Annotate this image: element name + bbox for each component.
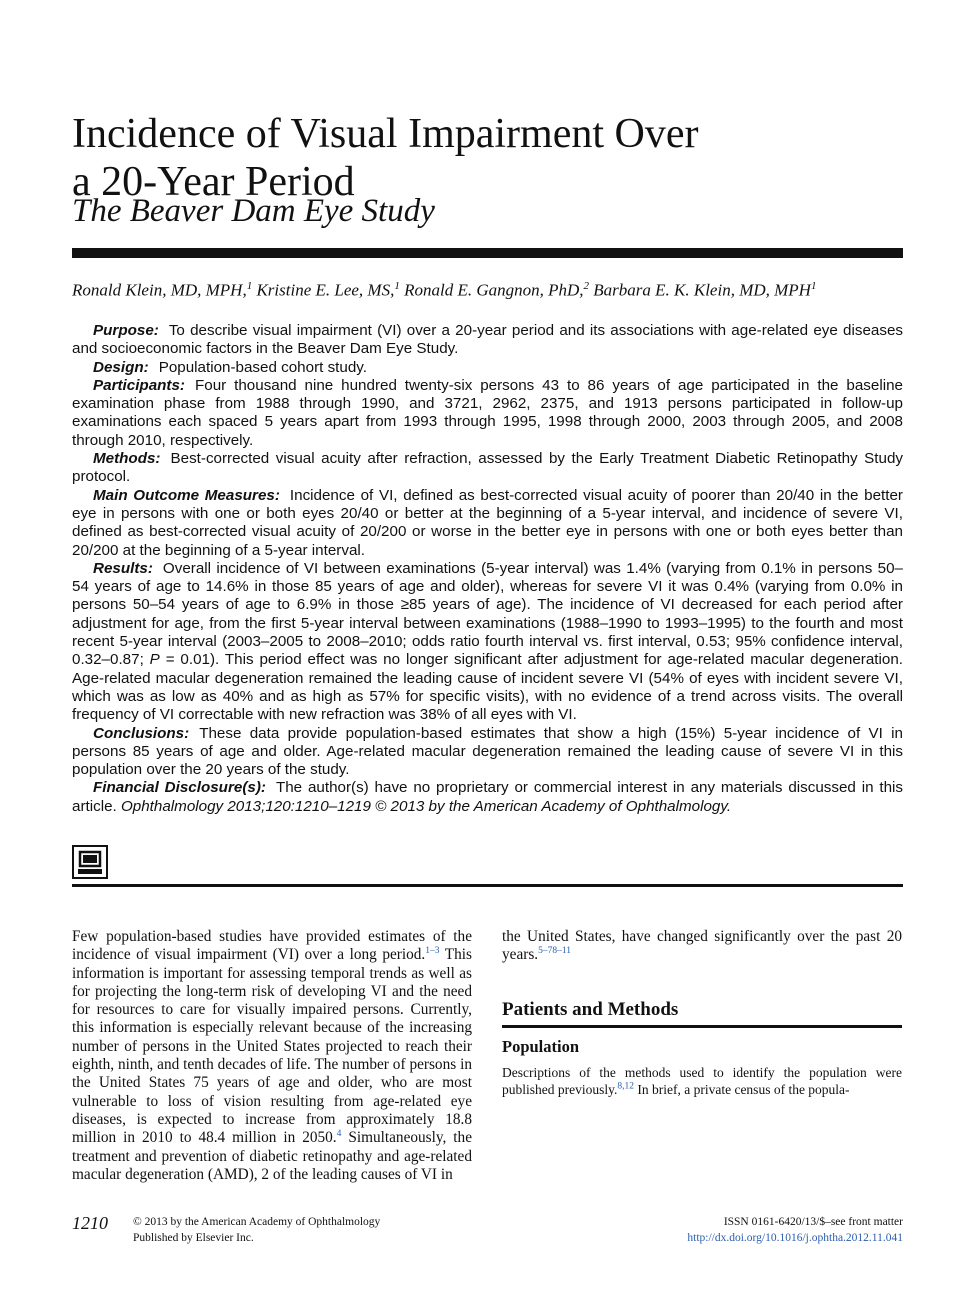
- page-number: 1210: [72, 1213, 108, 1233]
- body-column-right: [502, 928, 902, 1098]
- article-subtitle: The Beaver Dam Eye Study: [72, 193, 435, 229]
- author-name: Kristine E. Lee, MS,: [256, 280, 395, 300]
- title-line-2: a 20-Year Period: [72, 159, 355, 206]
- author-affiliation: 1: [246, 280, 253, 292]
- article-title: [72, 110, 912, 206]
- reference-link[interactable]: 4: [336, 1129, 342, 1140]
- footer-copyright: [133, 1215, 380, 1246]
- section-rule: [502, 1025, 902, 1028]
- abstract-outcomes: Main Outcome Measures: Incidence of VI, defined as best-corrected visual acuity of poorer than 20/40 in the better eye in persons with one or both eyes 20/40 or better at the beginning of a 5-year interval, and incidence of severe VI, defined as best-corrected visual acuity of 20/200 or worse in the better eye in persons with one or both eyes better than 20/200 at the beginning of a 5-year interval.: [72, 486, 903, 559]
- issn-line: ISSN 0161-6420/13/$–see front matter: [723, 1216, 903, 1228]
- copyright-line: © 2013 by the American Academy of Ophthalmology: [133, 1216, 381, 1228]
- journal-citation: Ophthalmology 2013;120:1210–1219 © 2013 by the American Academy of Ophthalmology.: [120, 797, 732, 815]
- population-paragraph: Descriptions of the methods used to identify the population were published previously.$^{8,12}$ In brief, a private census of the popula-: [502, 1065, 902, 1097]
- publisher-line: Published by Elsevier Inc.: [133, 1231, 254, 1244]
- abstract-participants: Participants: Four thousand nine hundred twenty-six persons 43 to 86 years of age participated in the baseline examination phase from 1988 through 1990, and 3721, 2962, 2375, and 1913 persons participated in follow-up examinations each spaced 5 years apart from 1993 through 1995, 1998 through 2000, 2003 through 2005, and 2008 through 2010, respectively.: [72, 376, 903, 449]
- abstract-design: Design: Population-based cohort study.: [93, 358, 367, 376]
- title-line-1: Incidence of Visual Impairment Over: [72, 111, 699, 158]
- abstract-disclosure: Financial Disclosure(s): The author(s) have no proprietary or commercial interest in any materials discussed in this article. Ophthalmology 2013;120:1210–1219 © 2013 by the American Academy of Ophthalmology.: [72, 779, 904, 815]
- intro-paragraph: Few population-based studies have provided estimates of the incidence of visual impairment (VI) over a long period.$^{1-3}$ This information is important for assessing temporal trends as well as for projecting the long-term risk of developing VI and the need for resources to care for visually impaired persons. Currently, this information is especially relevant because of the increasing number of persons in the United States projected to reach their eighth, ninth, and tenth decades of life. The number of persons in the United States 75 years of age and older, who are most vulnerable to loss of vision resulting from age-related eye diseases, is expected to increase from approximately 18.8 million in 2010 to 48.4 million in 2050.$^4$ Simultaneously, the treatment and prevention of diabetic retinopathy and age-related macular degeneration (AMD), 2 of the leading causes of VI in: [72, 928, 472, 1183]
- reference-link[interactable]: 1–3: [425, 946, 440, 957]
- abstract-conclusions: Conclusions: These data provide population-based estimates that show a high (15%) 5-year incidence of VI in persons 85 years of age and older. Age-related macular degeneration remained the leading cause of severe VI in this population over the 20 years of the study.: [72, 724, 903, 779]
- section-heading: Patients and Methods: [502, 998, 679, 1020]
- title-rule: [72, 248, 903, 258]
- abstract-purpose: Purpose: To describe visual impairment (VI) over a 20-year period and its associations with age-related eye diseases and socioeconomic factors in the Beaver Dam Eye Study.: [72, 322, 903, 358]
- abstract-methods: Methods: Best-corrected visual acuity after refraction, assessed by the Early Treatment Diabetic Retinopathy Study protocol.: [72, 450, 903, 486]
- computer-monitor-icon[interactable]: [72, 845, 108, 879]
- author-list: [72, 280, 912, 301]
- reference-link[interactable]: 8,12: [617, 1081, 634, 1092]
- author-affiliation: 1: [394, 280, 400, 292]
- reference-link[interactable]: 8–11: [552, 946, 572, 957]
- abstract-rule: [72, 884, 903, 887]
- intro-paragraph-continued: the United States, have changed significantly over the past 20 years.$^{5-78-11}$: [502, 928, 902, 964]
- subsection-heading: Population: [502, 1036, 580, 1056]
- doi-link[interactable]: http://dx.doi.org/10.1016/j.ophtha.2012.11.041: [687, 1231, 903, 1244]
- author-name: Barbara E. K. Klein, MD, MPH: [593, 280, 811, 300]
- author-name: Ronald E. Gangnon, PhD,: [404, 280, 584, 300]
- author-affiliation: 2: [583, 280, 590, 292]
- abstract-results: Results: Overall incidence of VI between examinations (5-year interval) was 1.4% (varying from 0.1% in persons 50–54 years of age to 14.6% in those 85 years of age and older), whereas for severe VI it was 0.4% (varying from 0.0% in persons 50–54 years of age to 6.9% in those ≥85 years of age). The incidence of VI decreased for each period after adjustment for age, from the first 5-year interval between examinations (1988–1990 to 1993–1995) to the fourth and most recent 5-year interval (2003–2005 to 2008–2010; odds ratio fourth interval vs. first interval, 0.53; 95% confidence interval, 0.32–0.87; P = 0.01). This period effect was no longer significant after adjustment for age-related macular degeneration. Age-related macular degeneration remained the leading cause of incident severe VI (54% of eyes with incident severe VI, which was as low as 40% and as high as 57% for specific visits), with no evidence of a trend across visits. The overall frequency of VI correctable with new refraction was 38% of all eyes with VI.: [72, 559, 903, 724]
- abstract: [72, 322, 903, 816]
- body-column-left: [72, 928, 472, 1184]
- author-name: Ronald Klein, MD, MPH,: [72, 280, 247, 300]
- reference-link[interactable]: 5–7: [538, 946, 553, 957]
- footer-identifiers: [687, 1215, 903, 1246]
- author-affiliation: 1: [810, 280, 817, 292]
